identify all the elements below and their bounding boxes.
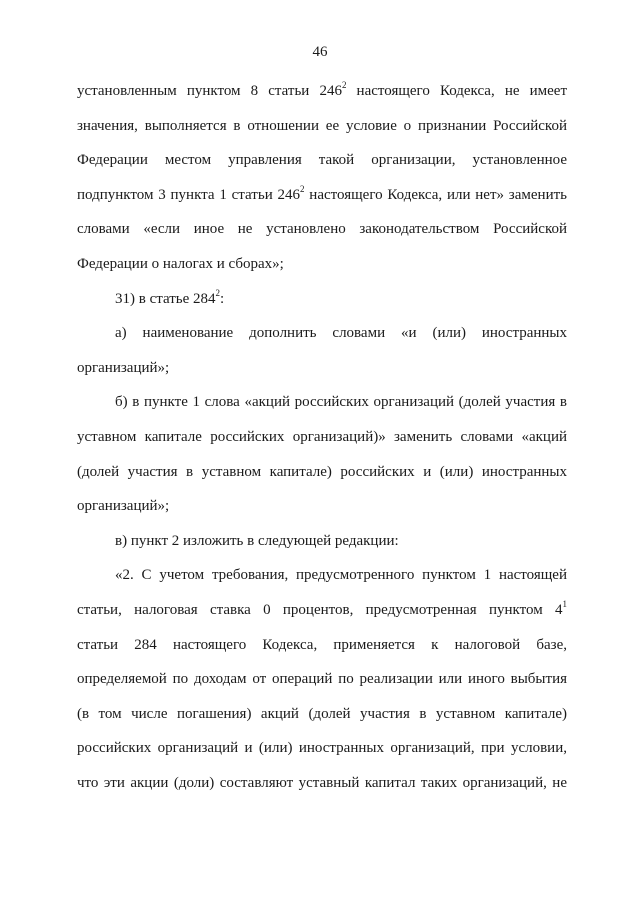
text-line: Федерации о налогах и сборах»; <box>77 255 284 272</box>
text-line: 31) в статье $284^2$: <box>115 287 225 307</box>
text-line: Федерации местом управления такой организации, установленное <box>77 152 567 169</box>
text-line: «2. С учетом требования, предусмотренного пунктом 1 настоящей <box>115 567 567 584</box>
document-body <box>77 74 567 800</box>
text-line: статьи, налоговая ставка 0 процентов, предусмотренная пунктом $4^1$ <box>77 598 567 618</box>
text-line: что эти акции (доли) составляют уставный капитал таких организаций, не <box>77 774 567 791</box>
text-line: б) в пункте 1 слова «акций российских организаций (долей участия в <box>115 394 567 411</box>
text-line: (долей участия в уставном капитале) российских и (или) иностранных <box>77 463 567 480</box>
text-line: организаций»; <box>77 359 170 376</box>
text-line: организаций»; <box>77 498 170 515</box>
text-line: российских организаций и (или) иностранных организаций, при условии, <box>77 740 567 757</box>
text-line: определяемой по доходам от операций по реализации или иного выбытия <box>77 671 567 688</box>
text-line: словами «если иное не установлено законодательством Российской <box>77 221 567 238</box>
page-number: 46 <box>312 44 328 60</box>
text-line: статьи 284 настоящего Кодекса, применяется к налоговой базе, <box>77 636 567 653</box>
text-line: подпунктом 3 пункта 1 статьи $246^2$ настоящего Кодекса, или нет» заменить <box>77 183 567 203</box>
text-line: значения, выполняется в отношении ее условие о признании Российской <box>77 117 567 134</box>
text-line: уставном капитале российских организаций)» заменить словами «акций <box>77 428 567 445</box>
text-line: в) пункт 2 изложить в следующей редакции: <box>115 532 399 549</box>
text-line: установленным пунктом 8 статьи $246^2$ настоящего Кодекса, не имеет <box>77 80 567 99</box>
text-line: а) наименование дополнить словами «и (или) иностранных <box>115 325 567 342</box>
text-line: (в том числе погашения) акций (долей участия в уставном капитале) <box>77 705 567 722</box>
